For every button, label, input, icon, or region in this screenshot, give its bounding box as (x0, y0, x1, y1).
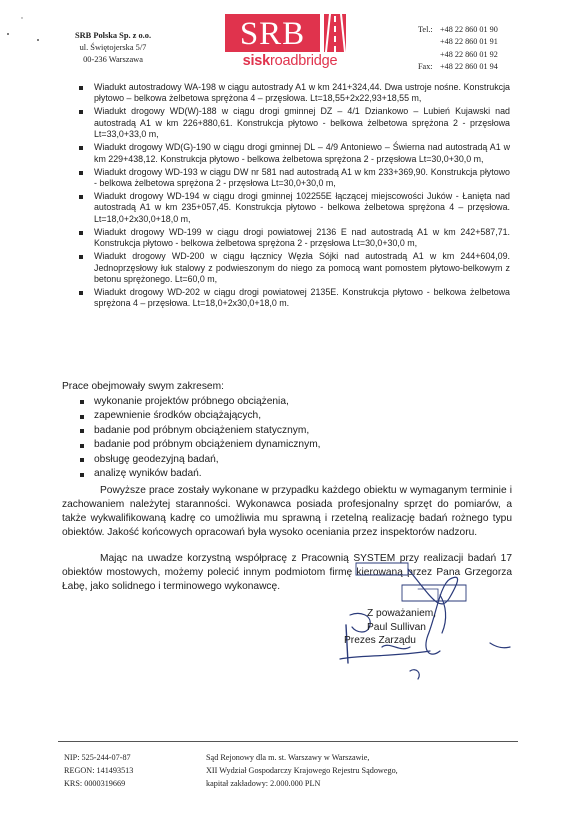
scope-section (62, 380, 321, 482)
phone-label: Tel.: (418, 25, 433, 34)
street-address: ul. Świętojerska 5/7 (79, 43, 147, 52)
fax-label: Fax: (418, 61, 433, 71)
court-line: Sąd Rejonowy dla m. st. Warszawy w Warszawie, (206, 753, 370, 762)
works-list (78, 82, 510, 311)
krs-number: KRS: 0000319669 (64, 778, 126, 788)
share-capital: kapitał zakładowy: 2.000.000 PLN (206, 778, 321, 788)
phone-1: +48 22 860 01 90 (440, 25, 498, 34)
signer-title: Prezes Zarządu (344, 635, 416, 646)
list-item: Wiadukt drogowy WD-193 w ciągu DW nr 581 nad autostradą A1 w km 233+369,90. Konstrukcja płytowo - belkowa żelbetowa sprężona 2 - przęsłowa Lt=30,0+30,0 m, (78, 167, 510, 190)
scope-intro: Prace obejmowały swym zakresem: (62, 381, 224, 392)
company-name: SRB Polska Sp. z o.o. (74, 31, 152, 40)
court-department: XII Wydział Gospodarczy Krajowego Rejestru Sądowego, (206, 765, 398, 775)
road-icon (324, 14, 346, 52)
signer-name: Paul Sullivan (367, 621, 426, 633)
logo-wordmark: siskroadbridge (242, 53, 338, 69)
logo-srb-mark: SRB (225, 14, 320, 52)
regon-number: REGON: 141493513 (64, 765, 134, 775)
list-item: Wiadukt drogowy WD(G)-190 w ciągu drogi gminnej DL – 4/9 Antoniewo – Świerna nad autostradą A1 w km 229+438,12. Konstrukcja płytowo - belkowa żelbetowa sprężona 2 - przęsłowa Lt=30,0+30,0 m, (78, 142, 510, 165)
phone-3: +48 22 860 01 92 (440, 49, 498, 59)
list-item: badanie pod próbnym obciążeniem dynamicznym, (80, 438, 321, 453)
footer-registration (64, 752, 133, 790)
closing-regards: Z poważaniem, (367, 608, 437, 619)
list-item: Wiadukt autostradowy WA-198 w ciągu autostrady A1 w km 241+324,44. Dwa ustroje nośne. Konstrukcja płytowo – belkowa żelbetowa sprężona 4 – przęsłowa. Lt=18,55+2x22,93+18,55 m, (78, 82, 510, 105)
sender-address (70, 30, 156, 66)
scope-list (80, 395, 321, 482)
city-address: 00-236 Warszawa (83, 55, 143, 64)
list-item: analizę wyników badań. (80, 467, 321, 482)
list-item: Wiadukt drogowy WD-202 w ciągu drogi powiatowej 2135E. Konstrukcja płytowo - belkowa żelbetowa sprężona 4 – przęsłowa. Lt=18,0+2x30,0+18,0 m. (78, 287, 510, 310)
list-item: Wiadukt drogowy WD-199 w ciągu drogi powiatowej 2136 E nad autostradą A1 w km 242+587,71. Konstrukcja płytowo - belkowa żelbetowa sprężona 2 - przęsłowa Lt=30,0+30,0 m, (78, 227, 510, 250)
list-item: badanie pod próbnym obciążeniem statycznym, (80, 424, 321, 439)
contact-block (418, 24, 498, 73)
fax-number: +48 22 860 01 94 (440, 61, 498, 71)
body-paragraph: Powyższe prace zostały wykonane w przypadku każdego obiektu w wymaganym terminie i zachowaniem należytej staranności. Wykonawca posiada profesjonalny sprzęt do pomiarów, a także wykwalifikowaną kadrę co umożliwia mu sprawną i rzetelną realizację badań rożnego typu obiektów. Jakość końcowych opracowań była wysoko oceniania przez inspektorów nadzoru. (62, 485, 512, 538)
footer-divider (58, 741, 518, 742)
list-item: Wiadukt drogowy WD-200 w ciągu łącznicy Węzła Sójki nad autostradą A1 w km 244+604,09. Jednoprzęsłowy łuk stalowy z podwieszonym do niego za pomocą want pomostem płytowo-belkowym z betonu sprężonego. Lt=60,0 m, (78, 251, 510, 285)
phone-2: +48 22 860 01 91 (440, 37, 498, 47)
scan-specks (0, 0, 60, 50)
body-paragraph: Mając na uwadze korzystną współpracę z Pracownią SYSTEM przy realizacji badań 17 obiektów mostowych, możemy polecić innym podmiotom firmę kierowaną przez Pana Grzegorza Łabę, jako solidnego i terminowego wykonawcę. (62, 553, 512, 592)
company-logo (220, 14, 360, 72)
list-item: zapewnienie środków obciążających, (80, 409, 321, 424)
nip-number: NIP: 525-244-07-87 (64, 753, 131, 762)
signature-block (340, 607, 437, 648)
list-item: obsługę geodezyjną badań, (80, 453, 321, 468)
list-item: Wiadukt drogowy WD(W)-188 w ciągu drogi gminnej DZ – 4/1 Dziankowo – Lubień Kujawski nad autostradą A1 w km 226+880,61. Konstrukcja płytowo - belkowa żelbetowa sprężona 2 - przęsłowa Lt=33,0+33,0 m, (78, 106, 510, 140)
list-item: Wiadukt drogowy WD-194 w ciągu drogi gminnej 102255E łączącej miejscowości Juków - Łanięta nad autostradą A1 w km 235+057,45. Konstrukcja płytowo - belkowa żelbetowa sprężona 4 – przęsłowa. Lt=18,0+2x30,0+18,0 m, (78, 191, 510, 225)
footer-court (206, 752, 398, 790)
list-item: wykonanie projektów próbnego obciążenia, (80, 395, 321, 410)
